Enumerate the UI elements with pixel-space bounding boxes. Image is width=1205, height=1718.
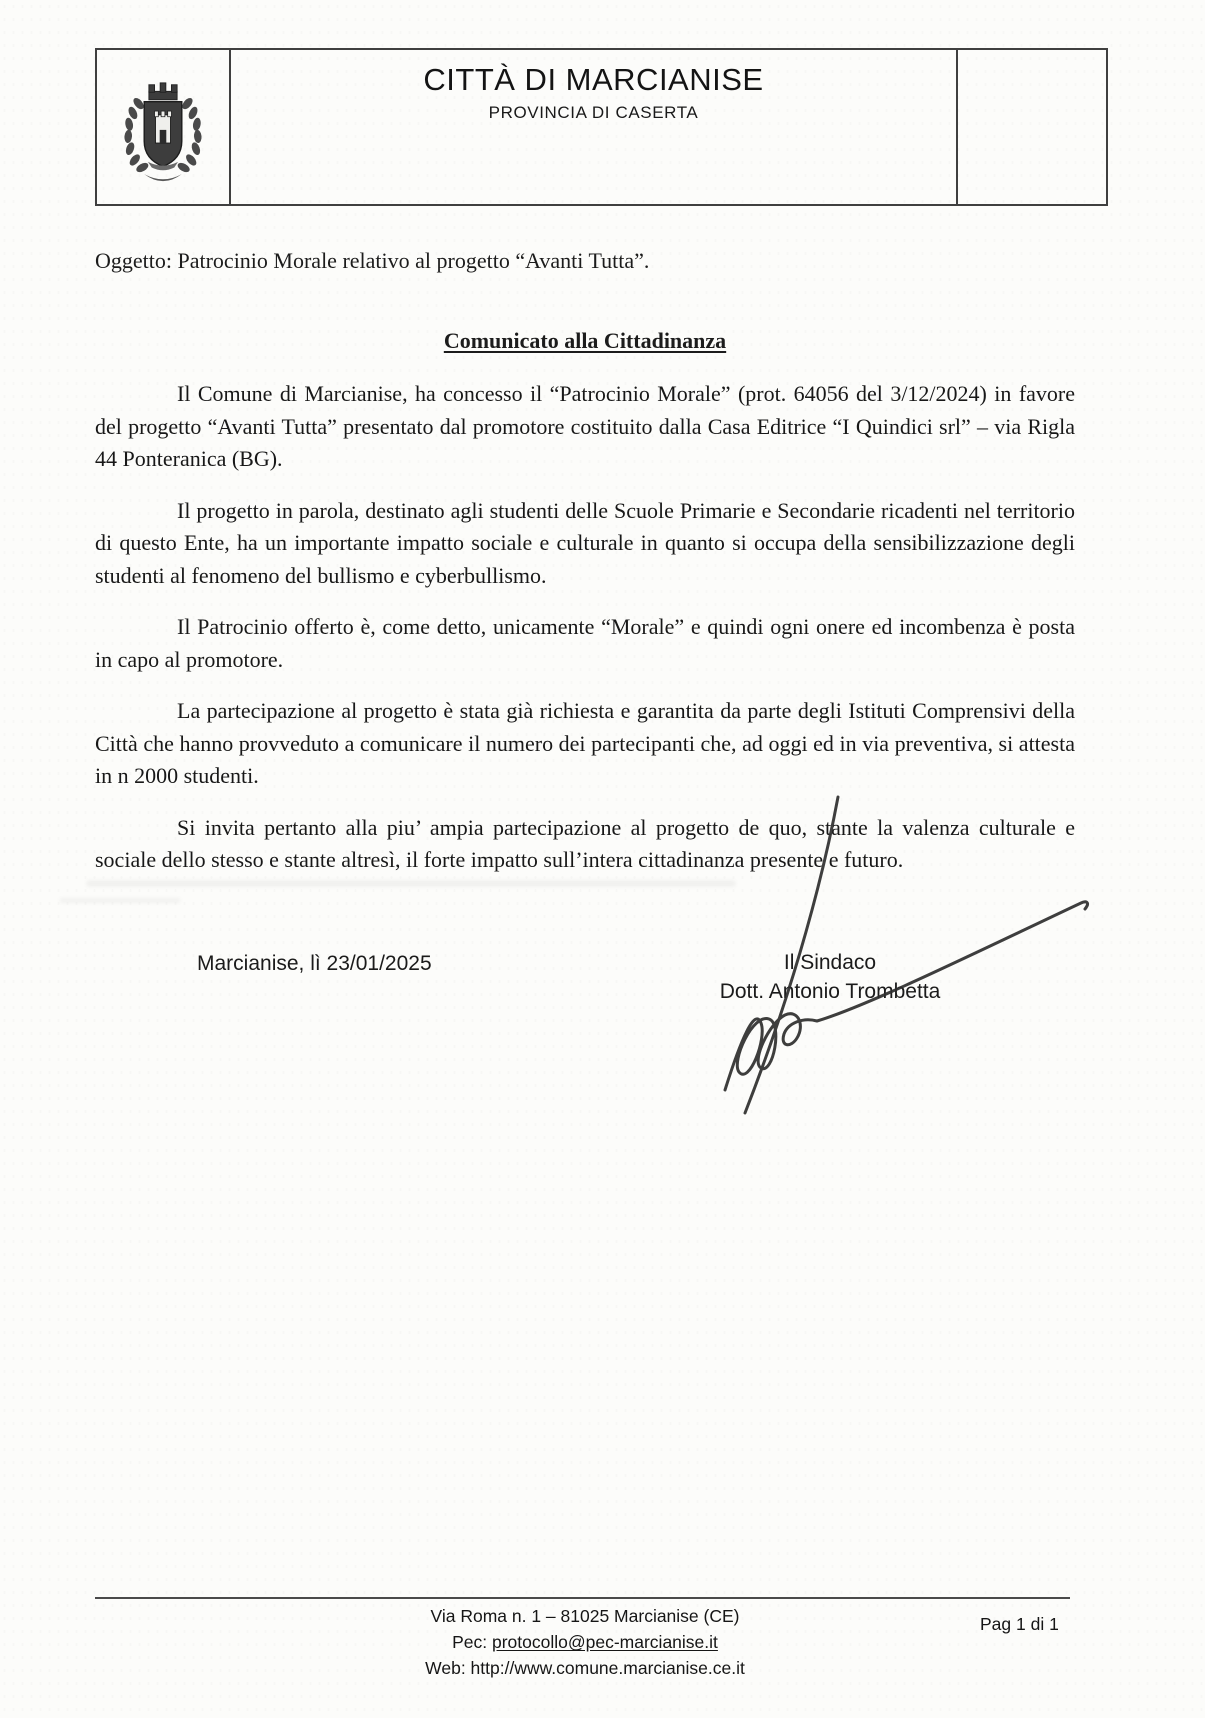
header-empty-cell [956, 50, 1106, 204]
scan-smudge [60, 898, 180, 903]
document-body [95, 378, 1075, 896]
footer-web-line [300, 1655, 870, 1681]
web-url: http://www.comune.marcianise.ce.it [470, 1658, 745, 1678]
province-subtitle: PROVINCIA DI CASERTA [488, 103, 699, 122]
signature-block [660, 948, 1000, 1006]
pec-email-link: protocollo@pec-marcianise.it [491, 1632, 718, 1652]
document-heading [95, 328, 1075, 354]
paragraph-1: Il Comune di Marcianise, ha concesso il “Patrocinio Morale” (prot. 64056 del 3/12/2024) in favore del progetto “Avanti Tutta” presentato dal promotore costituito dalla Casa Editrice “I Quindici srl” – via Rigla 44 Ponteranica (BG). [95, 381, 1075, 471]
document-heading-text: Comunicato alla Cittadinanza [443, 328, 727, 353]
coat-of-arms-icon [116, 76, 210, 196]
paragraph-4: La partecipazione al progetto è stata già richiesta e garantita da parte degli Istituti Comprensivi della Città che hanno provveduto a comunicare il numero dei partecipanti che, ad oggi ed in via preventiva, si attesta in n 2000 studenti. [95, 698, 1075, 788]
web-label: Web: [425, 1658, 471, 1678]
page-indicator: Pag 1 di 1 [980, 1614, 1059, 1634]
date-line: Marcianise, lì 23/01/2025 [197, 952, 432, 975]
header-title-cell [231, 50, 956, 204]
signature-role: Il Sindaco [783, 951, 877, 974]
scan-smudge [86, 880, 736, 887]
footer-address: Via Roma n. 1 – 81025 Marcianise (CE) [430, 1606, 740, 1626]
header-logo-cell [97, 50, 231, 204]
footer-pec-line [300, 1629, 870, 1655]
footer-divider [95, 1597, 1070, 1599]
paragraph-3: Il Patrocinio offerto è, come detto, unicamente “Morale” e quindi ogni onere ed incombenza è posta in capo al promotore. [95, 614, 1075, 672]
header-table [95, 48, 1108, 206]
paragraph-5: Si invita pertanto alla piu’ ampia partecipazione al progetto de quo, stante la valenza culturale e sociale dello stesso e stante altresì, il forte impatto sull’intera cittadinanza presente e futuro. [95, 814, 1075, 872]
signature-name: Dott. Antonio Trombetta [719, 980, 941, 1003]
footer-contact-block [300, 1603, 870, 1681]
pec-label: Pec: [452, 1632, 492, 1652]
subject-line: Oggetto: Patrocinio Morale relativo al progetto “Avanti Tutta”. [95, 248, 650, 273]
paragraph-2: Il progetto in parola, destinato agli studenti delle Scuole Primarie e Secondarie ricadenti nel territorio di questo Ente, ha un importante impatto sociale e culturale in quanto si occupa della sensibilizzazione degli studenti al fenomeno del bullismo e cyberbullismo. [95, 497, 1075, 588]
city-title: CITTÀ DI MARCIANISE [423, 62, 764, 97]
